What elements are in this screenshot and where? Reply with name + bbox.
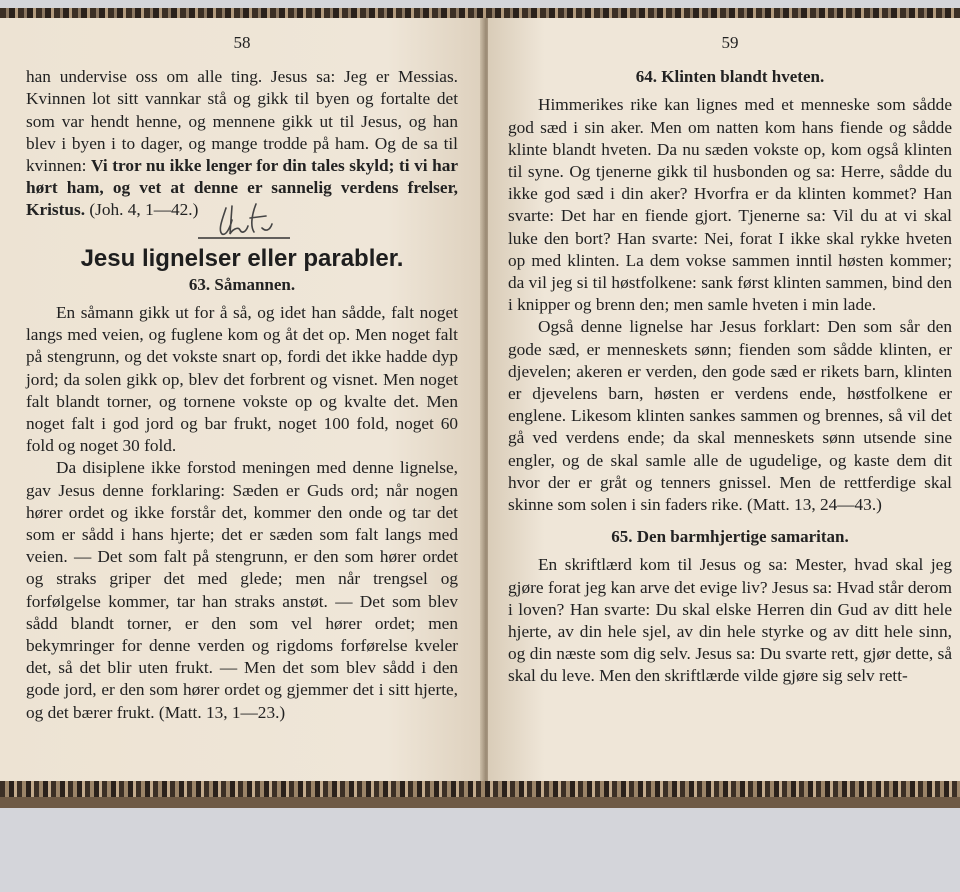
handwritten-note bbox=[196, 200, 292, 244]
opening-text: han undervise oss om alle ting. Jesus sa: Jeg er Messias. Kvinnen lot sitt vannkar stå og gikk til byen og fortalte det som var hendt henne, og mennene gikk ut til Jesus, og han blev i byen i to dager, og mange trodde på ham. Og de sa til kvinnen: bbox=[26, 67, 458, 176]
right-page bbox=[488, 18, 960, 784]
section-65-title: 65. Den barmhjertige samaritan. bbox=[611, 527, 849, 547]
chapter-heading: Jesu lignelser eller parabler. bbox=[80, 244, 404, 272]
opening-paragraph bbox=[26, 66, 458, 221]
section-64-paragraph-1: Himmerikes rike kan lignes med et menneske som sådde god sæd i sin aker. Men om natten kom hans fiende og sådde klinte blandt hveten. Da nu sæden vokste op, kom også klinten til syne. Og tjenerne gikk til husbonden og sa: Herre, sådde du ikke god sæd i din aker? Hvorfra er da klinten kommet? Han svarte: Det har en fiende gjort. Tjenerne sa: Vil du at vi skal luke den bort? Han svarte: Nei, forat I ikke skal rykke hveten op med klinten. La dem vokse sammen inntil høsten kommer; da vil jeg si til høstfolkene: sank først klinten sammen, bind den i knipper og brenn den; men samle hveten i min lade. bbox=[508, 95, 952, 315]
opening-reference: (Joh. 4, 1—42.) bbox=[89, 200, 199, 220]
section-63-title: 63. Såmannen. bbox=[188, 274, 296, 294]
opening-bold-text: Vi tror nu ikke lenger for din tales skyld; ti vi har hørt ham, og vet at denne er sannelig verdens frelser, Kristus. bbox=[26, 156, 458, 220]
book-bottom-edge bbox=[0, 781, 960, 797]
section-63-paragraph-1: En såmann gikk ut for å så, og idet han sådde, falt noget langs med veien, og fuglene kom og åt det op. Men noget falt på stengrunn, og det vokste snart op, fordi det ikke hadde dyp jord; da solen gikk op, blev det forbrent og visnet. Men noget falt blandt torner, og tornene vokste op og kvalte det. Men noget falt i god jord og bar frukt, noget 100 fold, noget 60 fold og noget 30 fold. bbox=[26, 303, 458, 456]
page-number-right: 59 bbox=[721, 33, 739, 52]
page-number-left: 58 bbox=[233, 33, 251, 52]
section-63-paragraph-2: Da disiplene ikke forstod meningen med denne lignelse, gav Jesus denne forklaring: Sæden er Guds ord; når nogen hører ordet og ikke forstår det, kommer den onde og tar det som er sådd i hans hjerte; det er sæden som falt langs med veien. — Det som falt på stengrunn, er den som hører ordet og straks griper det med glede; men når trengsel og forfølgelse kommer, tar han straks anstøt. — Det som blev sådd blandt torner, er den som vel hører ordet; men bekymringer for denne verden og rigdoms forførelse kveler det, så det blir uten frukt. — Men det som blev sådd i den gode jord, er den som hører ordet og gjemmer det i sitt hjerte, og det bærer frukt. (Matt. 13, 1—23.) bbox=[26, 458, 458, 722]
section-65-paragraph-1: En skriftlærd kom til Jesus og sa: Mester, hvad skal jeg gjøre forat jeg kan arve det evige liv? Jesus sa: Hvad står derom i loven? Han svarte: Du skal elske Herren din Gud av ditt hele hjerte, av din hele sjel, av din hele styrke og av ditt hele sinn, og din næste som dig selv. Jesus sa: Du svarte rett, gjør dette, så skal du leve. Men den skriftlærde vilde gjøre sig selv rett- bbox=[508, 555, 952, 686]
section-64-paragraph-2: Også denne lignelse har Jesus forklart: Den som sår den gode sæd, er menneskets sønn; fienden som sådde klinten, er djevelen; akeren er verden, den gode sæd er rikets barn, klinten er djevelens barn, høsten er verdens ende, høstfolkene er englene. Likesom klinten sankes sammen og brennes, så vil det gå ved verdens ende; da skal menneskets sønn utsende sine engler, og de skal samle alle de ugudelige, og kaste dem dit hvor der er gråt og tenners gnissel. Men de rettferdige skal skinne som solen i sin faders rike. (Matt. 13, 24—43.) bbox=[508, 317, 952, 515]
left-page bbox=[0, 18, 484, 784]
section-64-title: 64. Klinten blandt hveten. bbox=[635, 67, 825, 87]
